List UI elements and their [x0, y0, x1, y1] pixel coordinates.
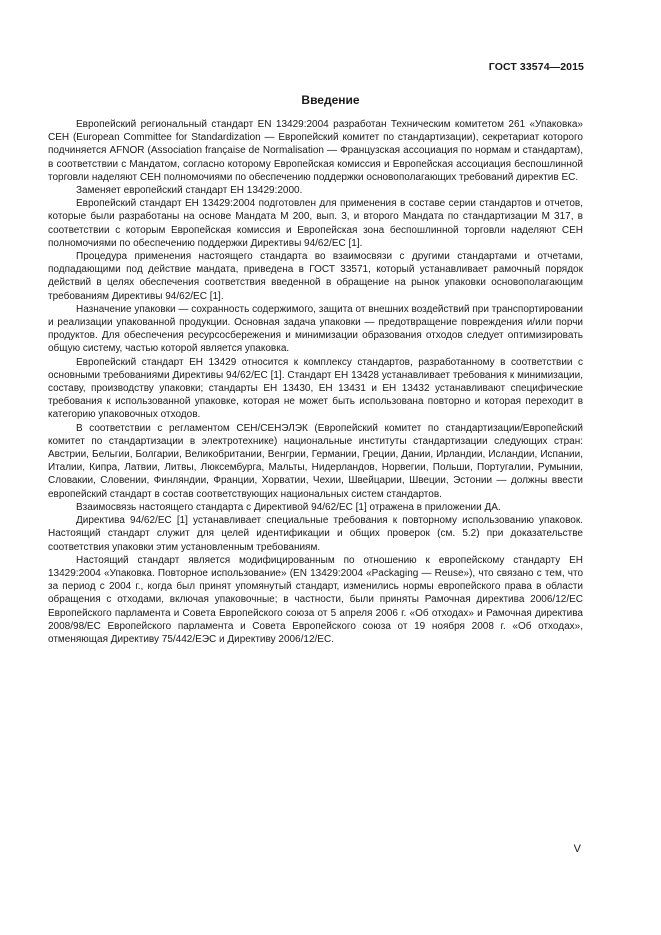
paragraph: Процедура применения настоящего стандарта во взаимосвязи с другими стандартами и отчетами, подпадающими под действие мандата, приведена в ГОСТ 33571, который устанавливает рамочный порядок действий в целях обеспечения соответствия введенной в обращение на рынок упаковки основополагающим требованиям Директивы 94/62/ЕС [1].: [48, 251, 583, 302]
paragraph: В соответствии с регламентом CEH/СЕНЭЛЭК (Европейский комитет по стандартизации/Европейский комитет по стандартизации в электротехнике) национальные институты стандартизации следующих стран: Австрии, Бельгии, Болгарии, Великобритании, Венгрии, Германии, Греции, Дании, Ирландии, Исландии, Испании, Италии, Кипра, Латвии, Литвы, Люксембурга, Мальты, Нидерландов, Норвегии, Польши, Португалии, Румынии, Словакии, Словении, Финляндии, Франции, Хорватии, Чехии, Швейцарии, Швеции, Эстонии — должны ввести европейский стандарт в состав соответствующих национальных систем стандартов.: [48, 422, 583, 500]
paragraph: Европейский стандарт ЕН 13429 относится к комплексу стандартов, разработанному в соответствии с основными требованиями Директивы 94/62/ЕС [1]. Стандарт ЕН 13428 устанавливает требования к минимизации, составу, производству упаковки; стандарты ЕН 13430, ЕН 13431 и ЕН 13432 устанавливают специфические требования к использованной упаковке, которая не может быть использована повторно и которая переходит в категорию упаковочных отходов.: [48, 356, 583, 421]
body-text: [48, 118, 583, 646]
paragraph: Европейский региональный стандарт EN 13429:2004 разработан Техническим комитетом 261 «Упаковка» CEH (European Committee for Standardization — Европейский комитет по стандартизации), секретариат которого подчиняется AFNOR (Association française de Normalisation — Французская ассоциация по нормам и стандартам), в соответствии с Мандатом, согласно которому Европейская комиссия и Европейская ассоциация беспошлинной торговли наделяют CEH полномочиями по обеспечению поддержки основополагающих требований директив ЕС.: [48, 119, 583, 183]
paragraph: Назначение упаковки — сохранность содержимого, защита от внешних воздействий при транспортировании и реализации упакованной продукции. Основная задача упаковки — предотвращение повреждения и/или порчи продуктов. Для обеспечения ресурсосбережения и минимизации образования отходов следует оптимизировать общую систему, частью которой является упаковка.: [48, 303, 583, 355]
page-number: V: [573, 843, 581, 855]
paragraph: Европейский стандарт ЕН 13429:2004 подготовлен для применения в составе серии стандартов и отчетов, которые были разработаны на основе Мандата М 200, вып. 3, и второго Мандата по стандартизации М 317, в соответствии с которым Европейская комиссия и Европейская зона беспошлинной торговли наделяют CEH полномочиями по обеспечению поддержки Директивы 94/62/ЕС [1].: [48, 198, 583, 249]
paragraph: Директива 94/62/ЕС [1] устанавливает специальные требования к повторному использованию упаковок. Настоящий стандарт служит для целей идентификации и общих проверок (см. 5.2) при доказательстве соответствия упаковки этим установленным требованиям.: [48, 515, 583, 553]
section-title: Введение: [301, 93, 360, 107]
paragraph: Заменяет европейский стандарт ЕН 13429:2000.: [76, 185, 303, 197]
paragraph: Настоящий стандарт является модифицированным по отношению к европейскому стандарту ЕН 13429:2004 «Упаковка. Повторное использование» (EN 13429:2004 «Packaging — Reuse»), что связано с тем, что за период с 2004 г., когда был принят упомянутый стандарт, изменились нормы европейского права в области обращения с отходами, включая упаковочные; в частности, были приняты Рамочная директива 2006/12/ЕС Европейского парламента и Совета Европейского союза от 5 апреля 2006 г. «Об отходах» и Рамочная директива 2008/98/ЕС Европейского парламента и Совета Европейского союза от 19 ноября 2008 г. «Об отходах», отменяющая Директиву 75/442/ЕЭС и Директиву 2006/12/ЕС.: [48, 554, 583, 645]
paragraph: Взаимосвязь настоящего стандарта с Директивой 94/62/ЕС [1] отражена в приложении ДА.: [76, 501, 501, 513]
standard-code-header: ГОСТ 33574—2015: [488, 61, 584, 73]
